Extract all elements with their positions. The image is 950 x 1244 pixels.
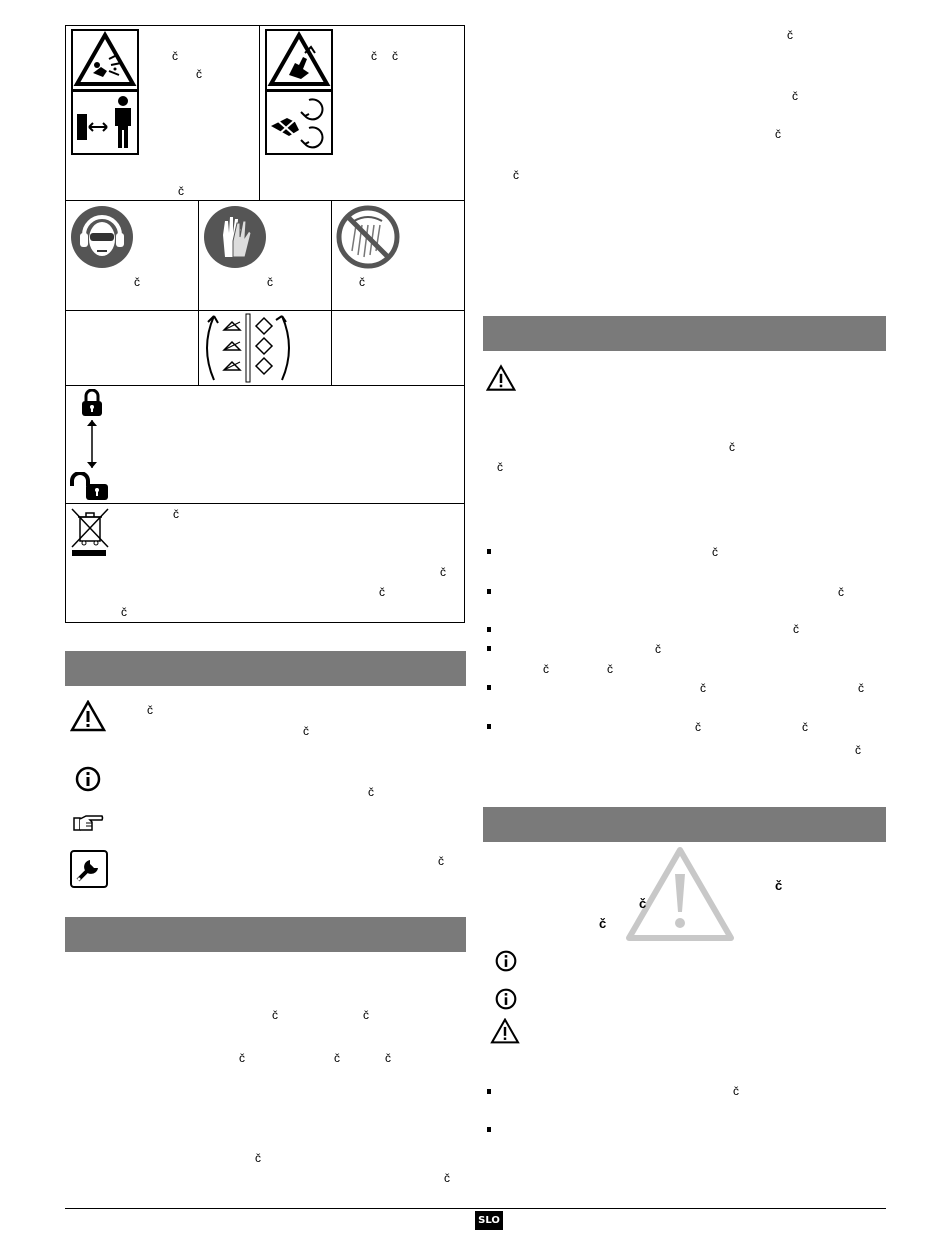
table-divider <box>65 503 465 504</box>
section-header-bar <box>65 917 466 952</box>
text-mark: č <box>368 785 374 799</box>
info-icon <box>495 988 517 1010</box>
text-mark: č <box>379 585 385 599</box>
table-divider <box>65 200 465 201</box>
text-mark: č <box>173 507 179 521</box>
info-icon <box>495 950 517 972</box>
text-mark: č <box>134 275 140 289</box>
text-mark: č <box>729 440 735 454</box>
text-mark: č <box>838 585 844 599</box>
text-mark: č <box>858 681 864 695</box>
text-mark: č <box>639 896 647 911</box>
warning-icon <box>70 700 106 732</box>
warning-icon <box>486 364 516 392</box>
wrench-icon <box>70 850 108 888</box>
text-mark: č <box>392 49 398 63</box>
lock-direction-arrow-icon <box>84 418 100 470</box>
no-rain-icon <box>336 205 400 269</box>
table-divider <box>331 200 332 385</box>
list-bullet <box>487 685 491 690</box>
text-mark: č <box>792 89 798 103</box>
language-badge-label: SLO <box>478 1215 500 1226</box>
text-mark: č <box>334 1051 340 1065</box>
text-mark: č <box>787 28 793 42</box>
language-badge <box>475 1211 503 1230</box>
text-mark: č <box>440 565 446 579</box>
text-mark: č <box>267 275 273 289</box>
text-mark: č <box>385 1051 391 1065</box>
text-mark: č <box>255 1151 261 1165</box>
text-mark: č <box>303 724 309 738</box>
pointing-hand-icon <box>72 812 104 832</box>
text-mark: č <box>733 1084 739 1098</box>
section-header-bar <box>483 316 886 351</box>
footer-rule <box>65 1208 886 1209</box>
text-mark: č <box>178 184 184 198</box>
text-mark: č <box>359 275 365 289</box>
text-mark: č <box>239 1051 245 1065</box>
text-mark: č <box>712 545 718 559</box>
text-mark: č <box>363 1008 369 1022</box>
text-mark: č <box>775 878 783 893</box>
text-mark: č <box>802 720 808 734</box>
list-bullet <box>487 646 491 651</box>
info-icon <box>75 766 101 792</box>
text-mark: č <box>855 743 861 757</box>
ear-eye-protection-icon <box>70 205 134 269</box>
lock-open-icon <box>68 472 110 500</box>
list-bullet <box>487 549 491 554</box>
feed-rollers-direction-icon <box>200 312 296 384</box>
list-bullet <box>487 589 491 594</box>
section-header-bar <box>483 807 886 842</box>
text-mark: č <box>497 460 503 474</box>
text-mark: č <box>793 622 799 636</box>
text-mark: č <box>438 854 444 868</box>
lock-closed-icon <box>80 389 104 417</box>
section-header-bar <box>65 651 466 686</box>
warning-icon <box>490 1018 520 1044</box>
text-mark: č <box>655 642 661 656</box>
text-mark: č <box>172 49 178 63</box>
text-mark: č <box>607 662 613 676</box>
table-divider <box>65 310 465 311</box>
table-divider <box>198 200 199 385</box>
text-mark: č <box>371 49 377 63</box>
table-divider <box>259 25 260 201</box>
text-mark: č <box>543 662 549 676</box>
crossed-bin-icon <box>70 507 110 557</box>
person-distance-icon <box>71 90 139 155</box>
list-bullet <box>487 724 491 729</box>
table-divider <box>65 385 465 386</box>
text-mark: č <box>121 605 127 619</box>
text-mark: č <box>775 127 781 141</box>
hand-injury-warning-icon <box>265 29 333 91</box>
text-mark: č <box>700 681 706 695</box>
gloves-icon <box>203 205 267 269</box>
list-bullet <box>487 1089 491 1094</box>
text-mark: č <box>196 67 202 81</box>
text-mark: č <box>695 720 701 734</box>
text-mark: č <box>147 703 153 717</box>
list-bullet <box>487 627 491 632</box>
list-bullet <box>487 1127 491 1132</box>
text-mark: č <box>444 1171 450 1185</box>
flying-debris-warning-icon <box>71 29 139 91</box>
text-mark: č <box>272 1008 278 1022</box>
caution-watermark-icon <box>625 846 735 941</box>
text-mark: č <box>599 916 607 931</box>
text-mark: č <box>513 168 519 182</box>
rotation-hazard-icon <box>265 90 333 155</box>
